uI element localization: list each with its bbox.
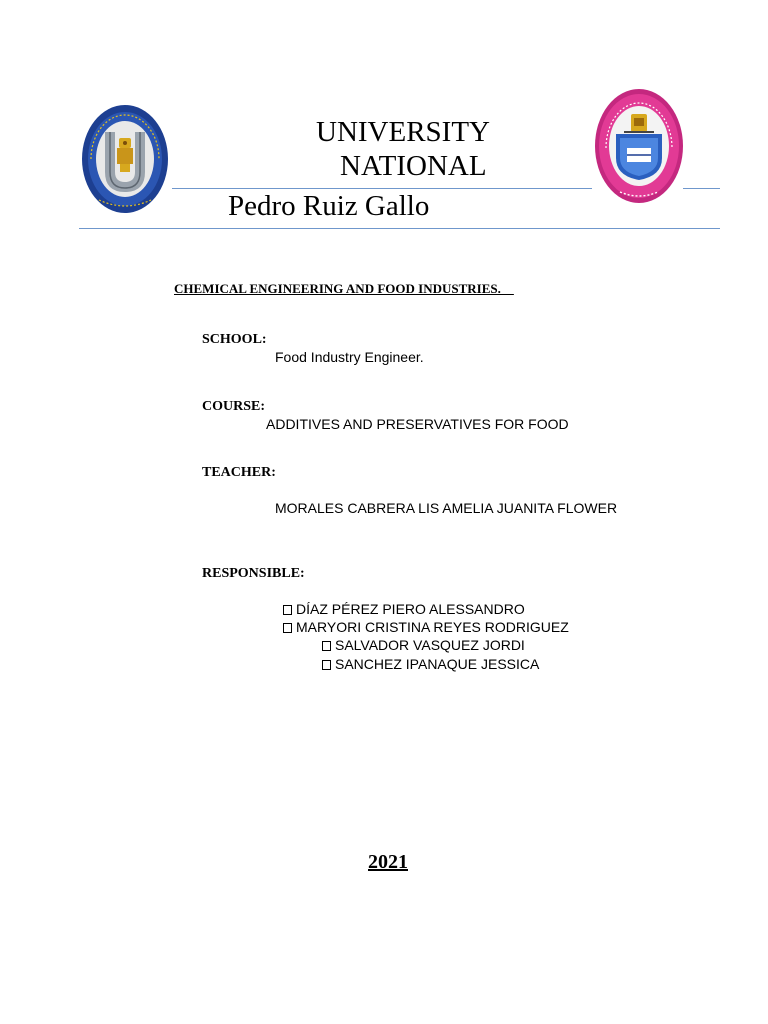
responsible-label: RESPONSIBLE: [202, 566, 305, 581]
checkbox-bullet-icon [283, 605, 292, 615]
member-name: SANCHEZ IPANAQUE JESSICA [335, 656, 540, 672]
faculty-heading: CHEMICAL ENGINEERING AND FOOD INDUSTRIES. [174, 281, 514, 296]
university-seal-icon [81, 104, 169, 214]
school-value: Food Industry Engineer. [275, 349, 424, 365]
list-item [322, 656, 539, 672]
member-name: SALVADOR VASQUEZ JORDI [335, 637, 525, 653]
member-name: DÍAZ PÉREZ PIERO ALESSANDRO [296, 601, 525, 617]
list-item [283, 601, 525, 617]
header-rule-upper [172, 188, 592, 189]
faculty-seal-icon [594, 88, 684, 204]
course-label: COURSE: [202, 399, 266, 414]
university-name-line1: UNIVERSITY [316, 116, 490, 148]
checkbox-bullet-icon [283, 623, 292, 633]
university-name-line2: NATIONAL [340, 150, 487, 182]
list-item [322, 637, 525, 653]
document-year: 2021 [368, 851, 408, 873]
header-rule-upper-right [683, 188, 720, 189]
header-rule-lower [79, 228, 720, 229]
member-name: MARYORI CRISTINA REYES RODRIGUEZ [296, 619, 569, 635]
checkbox-bullet-icon [322, 641, 331, 651]
list-item [283, 619, 569, 635]
teacher-value: MORALES CABRERA LIS AMELIA JUANITA FLOWER [275, 500, 618, 516]
checkbox-bullet-icon [322, 660, 331, 670]
university-name-line3: Pedro Ruiz Gallo [228, 190, 430, 222]
teacher-label: TEACHER: [202, 465, 276, 480]
school-label: SCHOOL: [202, 332, 267, 347]
course-value: ADDITIVES AND PRESERVATIVES FOR FOOD [266, 416, 569, 432]
